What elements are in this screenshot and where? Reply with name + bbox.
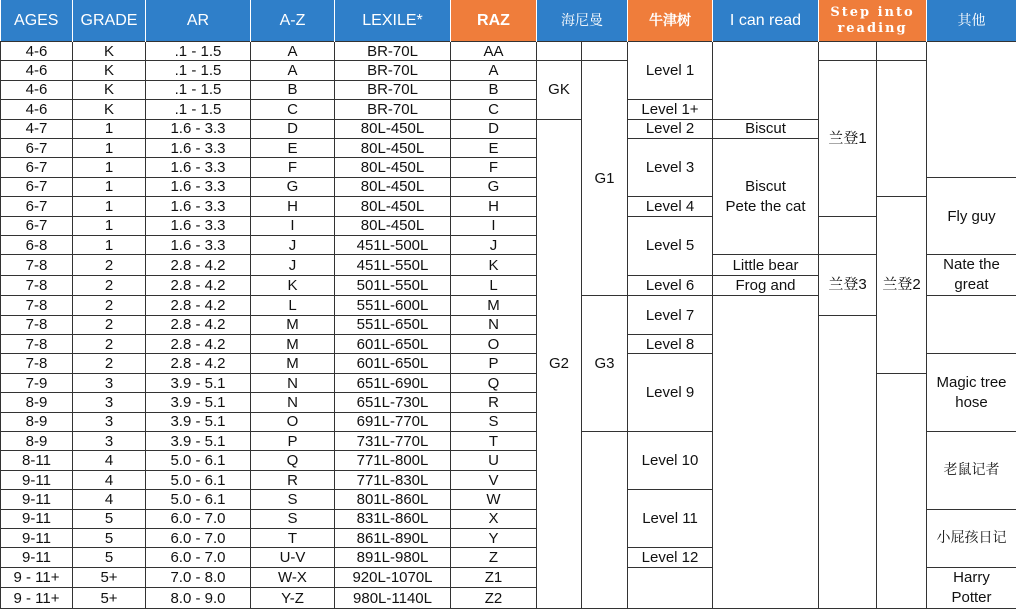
cell-ages: 6-7 xyxy=(1,158,73,177)
cell-ages: 8-9 xyxy=(1,412,73,431)
cell-raz: W xyxy=(451,490,537,509)
cell-grade: 1 xyxy=(73,138,146,157)
cell-az: A xyxy=(251,61,335,80)
cell-grade: 5+ xyxy=(73,567,146,588)
cell-az: P xyxy=(251,432,335,451)
cell-ar: 3.9 - 5.1 xyxy=(146,412,251,431)
cell-lexile: 551L-600L xyxy=(335,296,451,315)
cell-raz: M xyxy=(451,296,537,315)
cell-ages: 7-8 xyxy=(1,315,73,334)
other-nate-the-great xyxy=(927,255,1016,296)
cell-az: T xyxy=(251,528,335,547)
cell-az: O xyxy=(251,412,335,431)
cell-az: N xyxy=(251,393,335,412)
cell-az: I xyxy=(251,216,335,235)
cell-az: S xyxy=(251,490,335,509)
heinemann-empty xyxy=(582,42,628,61)
cell-lexile: 920L-1070L xyxy=(335,567,451,588)
cell-grade: 2 xyxy=(73,275,146,296)
icanread-little-bear: Little bear xyxy=(713,255,819,276)
icanread-biscut-pete-the-cat xyxy=(713,138,819,254)
header-heinemann: 海尼曼 xyxy=(537,0,628,42)
icanread-biscut-pete-the-cat-line: Pete the cat xyxy=(725,198,805,215)
cell-ar: .1 - 1.5 xyxy=(146,100,251,119)
cell-raz: V xyxy=(451,470,537,489)
other-nate-the-great-line: great xyxy=(954,276,988,293)
cell-ages: 7-8 xyxy=(1,335,73,354)
icanread-empty xyxy=(713,296,819,608)
cell-lexile: 601L-650L xyxy=(335,354,451,373)
cell-az: K xyxy=(251,275,335,296)
cell-ages: 8-11 xyxy=(1,451,73,470)
cell-grade: 4 xyxy=(73,470,146,489)
oxford-empty xyxy=(628,567,713,608)
cell-ages: 4-7 xyxy=(1,119,73,138)
cell-lexile: 80L-450L xyxy=(335,177,451,196)
cell-ar: 6.0 - 7.0 xyxy=(146,528,251,547)
cell-grade: 5 xyxy=(73,548,146,567)
other-mouse-reporter: 老鼠记者 xyxy=(927,432,1016,510)
step-landeng-2: 兰登2 xyxy=(877,197,927,374)
cell-az: M xyxy=(251,335,335,354)
cell-ar: 1.6 - 3.3 xyxy=(146,197,251,216)
cell-raz: A xyxy=(451,61,537,80)
cell-lexile: BR-70L xyxy=(335,100,451,119)
cell-lexile: 771L-800L xyxy=(335,451,451,470)
oxford-level-6: Level 6 xyxy=(628,275,713,296)
cell-lexile: 80L-450L xyxy=(335,197,451,216)
heinemann-g3: G3 xyxy=(582,296,628,432)
header-step-line1: Step into xyxy=(830,5,914,20)
oxford-level-12: Level 12 xyxy=(628,548,713,567)
oxford-level-10: Level 10 xyxy=(628,432,713,490)
oxford-level-7: Level 7 xyxy=(628,296,713,335)
other-magic-tree-hose-line: hose xyxy=(955,394,988,411)
table-header xyxy=(1,0,1016,42)
cell-ar: 3.9 - 5.1 xyxy=(146,393,251,412)
cell-grade: K xyxy=(73,80,146,99)
cell-raz: T xyxy=(451,432,537,451)
cell-az: W-X xyxy=(251,567,335,588)
cell-ages: 7-8 xyxy=(1,296,73,315)
cell-az: J xyxy=(251,235,335,254)
cell-ages: 6-7 xyxy=(1,197,73,216)
cell-ar: 5.0 - 6.1 xyxy=(146,490,251,509)
cell-raz: J xyxy=(451,235,537,254)
other-empty xyxy=(927,42,1016,178)
oxford-level-5: Level 5 xyxy=(628,216,713,275)
cell-ages: 7-8 xyxy=(1,255,73,276)
cell-grade: 5+ xyxy=(73,588,146,609)
cell-grade: 2 xyxy=(73,296,146,315)
other-magic-tree-hose-line: Magic tree xyxy=(937,374,1007,391)
cell-grade: 2 xyxy=(73,255,146,276)
cell-az: M xyxy=(251,315,335,334)
cell-raz: G xyxy=(451,177,537,196)
cell-grade: 1 xyxy=(73,216,146,235)
heinemann-empty xyxy=(582,432,628,609)
oxford-level-9: Level 9 xyxy=(628,354,713,432)
other-harry-potter xyxy=(927,567,1016,608)
cell-lexile: 601L-650L xyxy=(335,335,451,354)
cell-grade: 1 xyxy=(73,119,146,138)
cell-ar: 3.9 - 5.1 xyxy=(146,373,251,392)
cell-ar: 5.0 - 6.1 xyxy=(146,451,251,470)
cell-ar: 1.6 - 3.3 xyxy=(146,235,251,254)
cell-az: E xyxy=(251,138,335,157)
table-row xyxy=(1,255,1016,276)
cell-az: A xyxy=(251,42,335,61)
cell-ar: 6.0 - 7.0 xyxy=(146,548,251,567)
cell-ar: .1 - 1.5 xyxy=(146,80,251,99)
cell-ar: 2.8 - 4.2 xyxy=(146,275,251,296)
cell-raz: C xyxy=(451,100,537,119)
header-grade: GRADE xyxy=(73,0,146,42)
header-lexile: LEXILE* xyxy=(335,0,451,42)
cell-ar: 6.0 - 7.0 xyxy=(146,509,251,528)
cell-raz: P xyxy=(451,354,537,373)
cell-ages: 9 - 11+ xyxy=(1,567,73,588)
oxford-level-1: Level 1 xyxy=(628,42,713,100)
oxford-level-2: Level 2 xyxy=(628,119,713,138)
table-body xyxy=(1,42,1016,609)
cell-ages: 8-9 xyxy=(1,393,73,412)
cell-lexile: 80L-450L xyxy=(335,119,451,138)
header-oxford: 牛津树 xyxy=(628,0,713,42)
cell-raz: K xyxy=(451,255,537,276)
header-ar: AR xyxy=(146,0,251,42)
cell-ar: 1.6 - 3.3 xyxy=(146,138,251,157)
header-a-z: A-Z xyxy=(251,0,335,42)
cell-az: D xyxy=(251,119,335,138)
cell-ar: 2.8 - 4.2 xyxy=(146,255,251,276)
cell-ages: 7-8 xyxy=(1,275,73,296)
cell-grade: K xyxy=(73,100,146,119)
cell-raz: AA xyxy=(451,42,537,61)
cell-ar: 7.0 - 8.0 xyxy=(146,567,251,588)
cell-ar: 2.8 - 4.2 xyxy=(146,335,251,354)
cell-az: J xyxy=(251,255,335,276)
cell-grade: 2 xyxy=(73,315,146,334)
cell-grade: 2 xyxy=(73,335,146,354)
cell-grade: 5 xyxy=(73,509,146,528)
cell-grade: 4 xyxy=(73,451,146,470)
cell-ages: 7-8 xyxy=(1,354,73,373)
cell-lexile: 80L-450L xyxy=(335,138,451,157)
cell-ages: 9-11 xyxy=(1,490,73,509)
step-landeng-1: 兰登1 xyxy=(819,61,877,216)
cell-raz: R xyxy=(451,393,537,412)
cell-raz: Q xyxy=(451,373,537,392)
cell-az: U-V xyxy=(251,548,335,567)
cell-grade: 1 xyxy=(73,158,146,177)
cell-raz: I xyxy=(451,216,537,235)
cell-ages: 4-6 xyxy=(1,100,73,119)
other-harry-potter-line: Harry xyxy=(953,569,990,586)
cell-lexile: 451L-500L xyxy=(335,235,451,254)
cell-ar: .1 - 1.5 xyxy=(146,61,251,80)
cell-raz: S xyxy=(451,412,537,431)
step-empty xyxy=(819,42,877,61)
cell-ar: 8.0 - 9.0 xyxy=(146,588,251,609)
cell-lexile: 691L-770L xyxy=(335,412,451,431)
table-row xyxy=(1,42,1016,61)
cell-ages: 7-9 xyxy=(1,373,73,392)
cell-lexile: 891L-980L xyxy=(335,548,451,567)
header-step-line2: reading xyxy=(837,21,907,36)
other-harry-potter-line: Potter xyxy=(952,589,992,606)
cell-ar: 2.8 - 4.2 xyxy=(146,315,251,334)
cell-lexile: 651L-690L xyxy=(335,373,451,392)
cell-raz: B xyxy=(451,80,537,99)
oxford-level-11: Level 11 xyxy=(628,490,713,548)
other-magic-tree-hose xyxy=(927,354,1016,432)
cell-ages: 6-7 xyxy=(1,216,73,235)
cell-grade: 2 xyxy=(73,354,146,373)
cell-lexile: 731L-770L xyxy=(335,432,451,451)
cell-ar: 1.6 - 3.3 xyxy=(146,158,251,177)
cell-grade: 5 xyxy=(73,528,146,547)
cell-ar: 2.8 - 4.2 xyxy=(146,354,251,373)
cell-az: M xyxy=(251,354,335,373)
cell-ages: 4-6 xyxy=(1,80,73,99)
icanread-frog-and: Frog and xyxy=(713,275,819,296)
cell-lexile: 501L-550L xyxy=(335,275,451,296)
cell-ages: 9-11 xyxy=(1,528,73,547)
cell-grade: 1 xyxy=(73,177,146,196)
cell-lexile: 451L-550L xyxy=(335,255,451,276)
cell-raz: L xyxy=(451,275,537,296)
cell-az: S xyxy=(251,509,335,528)
heinemann-g1: G1 xyxy=(582,61,628,296)
cell-grade: 3 xyxy=(73,412,146,431)
oxford-level-8: Level 8 xyxy=(628,335,713,354)
cell-lexile: 831L-860L xyxy=(335,509,451,528)
table-row xyxy=(1,216,1016,235)
cell-grade: 4 xyxy=(73,490,146,509)
header-i-can-read: I can read xyxy=(713,0,819,42)
heinemann-empty xyxy=(537,42,582,61)
cell-lexile: BR-70L xyxy=(335,42,451,61)
cell-ages: 6-8 xyxy=(1,235,73,254)
cell-raz: F xyxy=(451,158,537,177)
oxford-level-1-plus: Level 1+ xyxy=(628,100,713,119)
cell-az: Q xyxy=(251,451,335,470)
step-empty xyxy=(877,42,927,61)
icanread-empty xyxy=(713,42,819,120)
cell-lexile: 80L-450L xyxy=(335,216,451,235)
step-empty xyxy=(877,61,927,197)
cell-ages: 9 - 11+ xyxy=(1,588,73,609)
cell-az: G xyxy=(251,177,335,196)
cell-raz: Z xyxy=(451,548,537,567)
cell-lexile: 980L-1140L xyxy=(335,588,451,609)
icanread-biscut-pete-the-cat-line: Biscut xyxy=(745,178,786,195)
heinemann-gk: GK xyxy=(537,61,582,119)
step-landeng-3: 兰登3 xyxy=(819,255,877,315)
cell-ar: 1.6 - 3.3 xyxy=(146,216,251,235)
cell-ar: 1.6 - 3.3 xyxy=(146,177,251,196)
cell-ages: 9-11 xyxy=(1,509,73,528)
cell-ages: 8-9 xyxy=(1,432,73,451)
cell-raz: U xyxy=(451,451,537,470)
cell-grade: K xyxy=(73,61,146,80)
cell-grade: 3 xyxy=(73,393,146,412)
step-empty xyxy=(819,315,877,608)
icanread-biscut: Biscut xyxy=(713,119,819,138)
other-nate-the-great-line: Nate the xyxy=(943,256,1000,273)
table-row xyxy=(1,61,1016,80)
cell-grade: 3 xyxy=(73,432,146,451)
cell-raz: O xyxy=(451,335,537,354)
cell-raz: Y xyxy=(451,528,537,547)
cell-grade: 3 xyxy=(73,373,146,392)
header-step-into-reading xyxy=(819,0,927,42)
cell-lexile: 80L-450L xyxy=(335,158,451,177)
step-empty xyxy=(819,216,877,255)
oxford-level-4: Level 4 xyxy=(628,197,713,216)
cell-raz: N xyxy=(451,315,537,334)
header-ages: AGES xyxy=(1,0,73,42)
cell-az: R xyxy=(251,470,335,489)
cell-raz: Z2 xyxy=(451,588,537,609)
other-wimpy-kid-diary: 小屁孩日记 xyxy=(927,509,1016,567)
cell-az: Y-Z xyxy=(251,588,335,609)
cell-az: N xyxy=(251,373,335,392)
cell-ar: 5.0 - 6.1 xyxy=(146,470,251,489)
cell-ar: 2.8 - 4.2 xyxy=(146,296,251,315)
cell-az: F xyxy=(251,158,335,177)
cell-az: L xyxy=(251,296,335,315)
oxford-level-3: Level 3 xyxy=(628,138,713,196)
cell-ages: 9-11 xyxy=(1,548,73,567)
cell-raz: E xyxy=(451,138,537,157)
cell-ages: 6-7 xyxy=(1,177,73,196)
other-fly-guy: Fly guy xyxy=(927,177,1016,255)
header-raz: RAZ xyxy=(451,0,537,42)
cell-grade: 1 xyxy=(73,235,146,254)
cell-ages: 4-6 xyxy=(1,61,73,80)
step-empty xyxy=(877,373,927,608)
cell-lexile: 651L-730L xyxy=(335,393,451,412)
cell-grade: K xyxy=(73,42,146,61)
cell-lexile: BR-70L xyxy=(335,80,451,99)
heinemann-g2: G2 xyxy=(537,119,582,608)
cell-ar: 1.6 - 3.3 xyxy=(146,119,251,138)
cell-ages: 4-6 xyxy=(1,42,73,61)
cell-ages: 6-7 xyxy=(1,138,73,157)
cell-lexile: BR-70L xyxy=(335,61,451,80)
cell-ar: .1 - 1.5 xyxy=(146,42,251,61)
header-other: 其他 xyxy=(927,0,1016,42)
cell-grade: 1 xyxy=(73,197,146,216)
cell-lexile: 551L-650L xyxy=(335,315,451,334)
table-row xyxy=(1,315,1016,334)
cell-raz: H xyxy=(451,197,537,216)
cell-az: B xyxy=(251,80,335,99)
cell-ages: 9-11 xyxy=(1,470,73,489)
cell-raz: X xyxy=(451,509,537,528)
cell-az: H xyxy=(251,197,335,216)
cell-lexile: 771L-830L xyxy=(335,470,451,489)
cell-lexile: 801L-860L xyxy=(335,490,451,509)
other-empty xyxy=(927,296,1016,354)
cell-az: C xyxy=(251,100,335,119)
cell-ar: 3.9 - 5.1 xyxy=(146,432,251,451)
cell-raz: Z1 xyxy=(451,567,537,588)
cell-lexile: 861L-890L xyxy=(335,528,451,547)
cell-raz: D xyxy=(451,119,537,138)
